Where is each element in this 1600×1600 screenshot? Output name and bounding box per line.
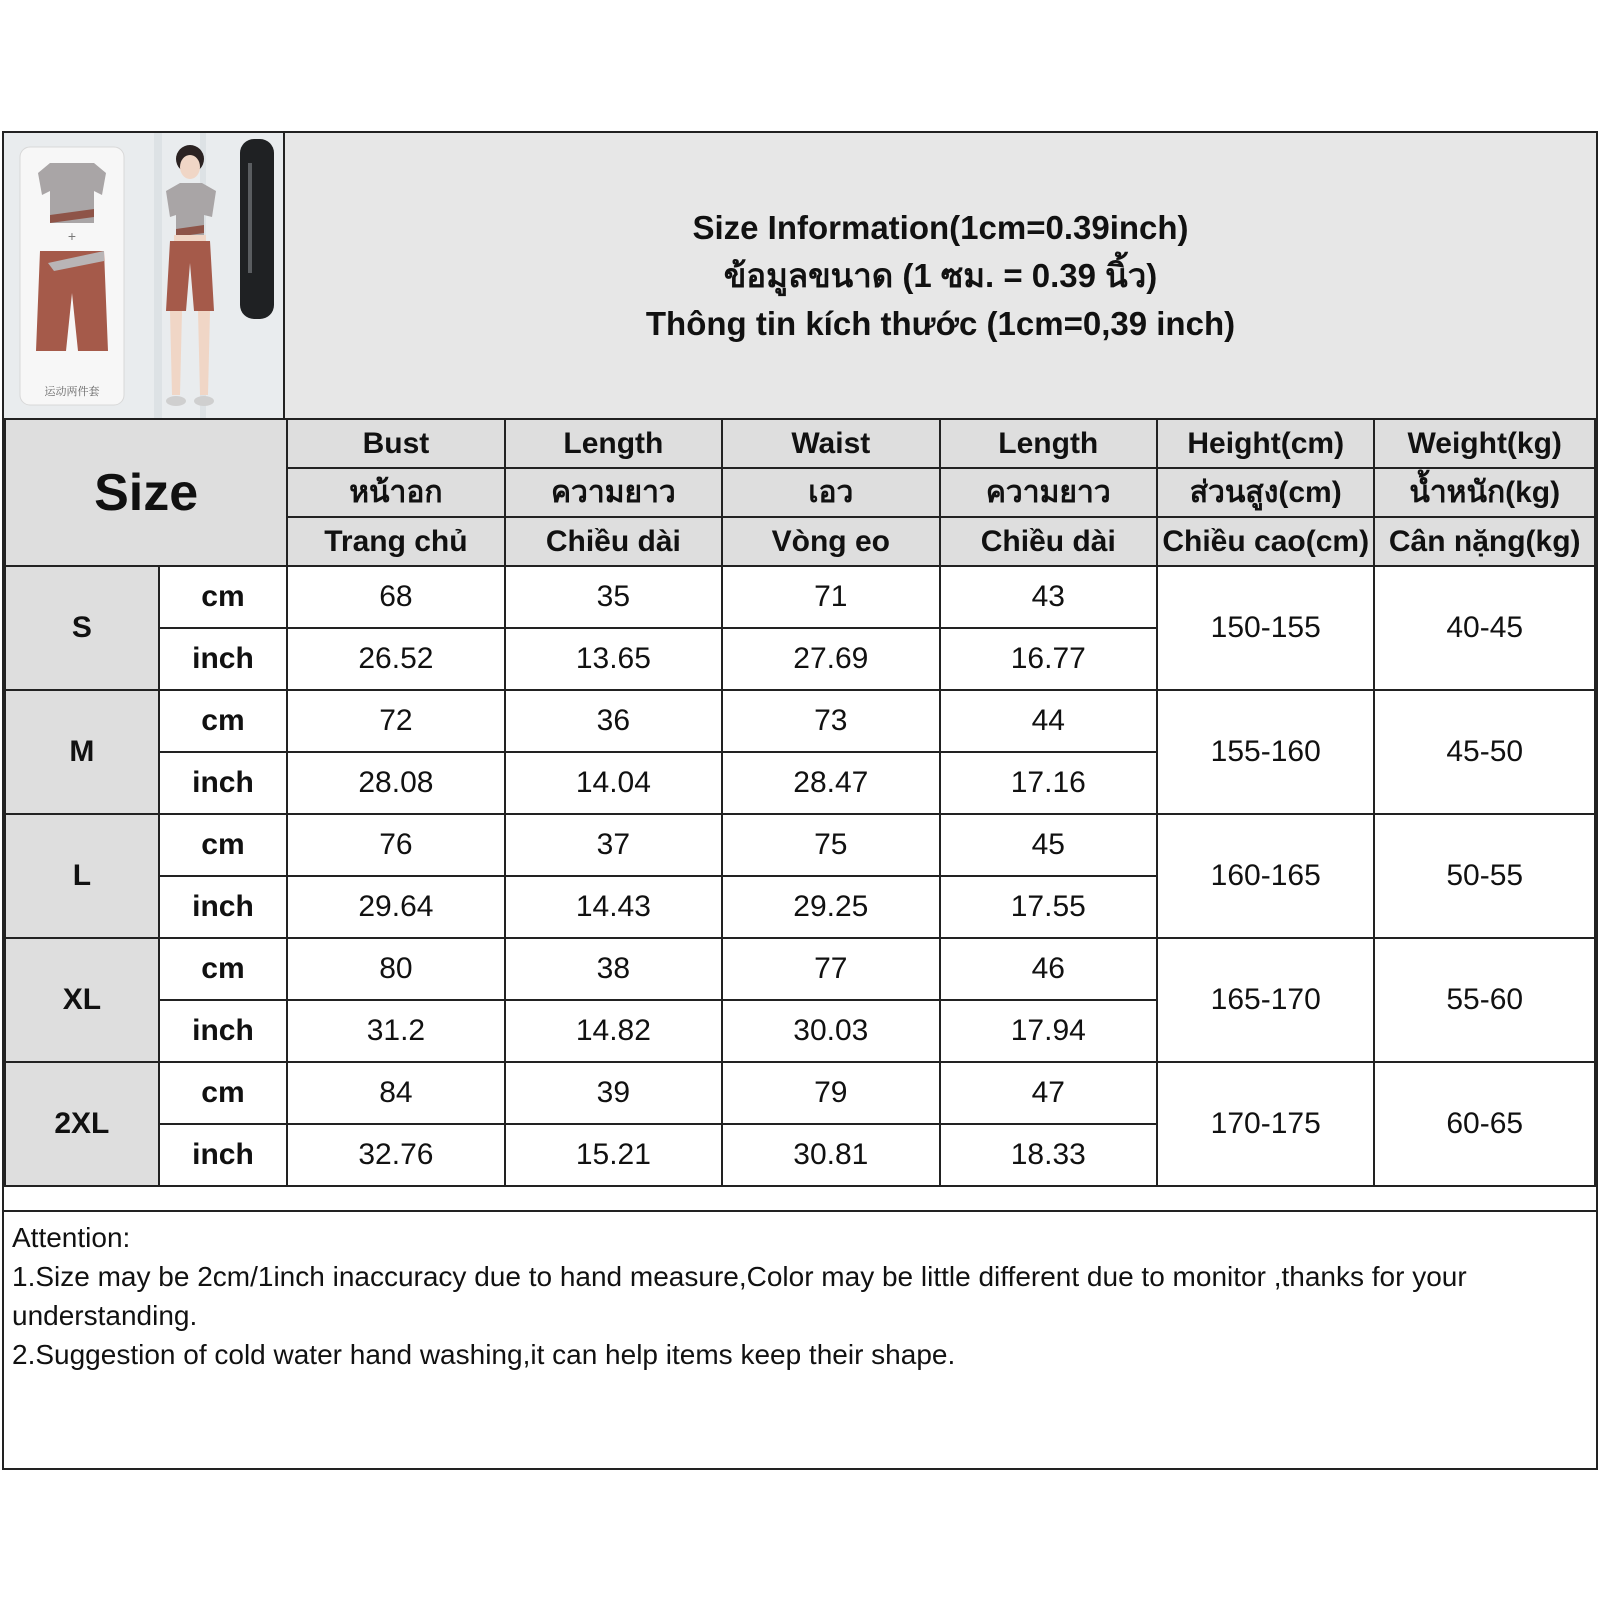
measurement-cell: 72 — [287, 690, 504, 752]
unit-label: inch — [159, 628, 287, 690]
size-information-title — [285, 133, 1596, 418]
column-header-vi: Trang chủ — [287, 517, 504, 566]
unit-label: inch — [159, 876, 287, 938]
measurement-cell: 37 — [505, 814, 722, 876]
size-label: L — [5, 814, 159, 938]
attention-heading: Attention: — [12, 1222, 131, 1253]
measurement-cell: 32.76 — [287, 1124, 504, 1186]
height-range-cell: 150-155 — [1157, 566, 1374, 690]
column-header-vi: Cân nặng(kg) — [1374, 517, 1595, 566]
measurement-cell: 45 — [940, 814, 1157, 876]
measurement-cell: 14.43 — [505, 876, 722, 938]
unit-label: inch — [159, 1124, 287, 1186]
column-header-en: Waist — [722, 419, 939, 468]
measurement-cell: 17.16 — [940, 752, 1157, 814]
measurement-cell: 31.2 — [287, 1000, 504, 1062]
measurement-cell: 26.52 — [287, 628, 504, 690]
table-row — [5, 690, 1595, 752]
measurement-cell: 39 — [505, 1062, 722, 1124]
measurement-cell: 14.82 — [505, 1000, 722, 1062]
measurement-cell: 15.21 — [505, 1124, 722, 1186]
column-header-th: ส่วนสูง(cm) — [1157, 468, 1374, 517]
column-header-th: หน้าอก — [287, 468, 504, 517]
measurement-cell: 30.81 — [722, 1124, 939, 1186]
unit-label: inch — [159, 752, 287, 814]
measurement-cell: 46 — [940, 938, 1157, 1000]
column-header-vi: Chiều dài — [505, 517, 722, 566]
measurement-cell: 43 — [940, 566, 1157, 628]
unit-label: cm — [159, 814, 287, 876]
measurement-cell: 84 — [287, 1062, 504, 1124]
measurement-cell: 79 — [722, 1062, 939, 1124]
size-label: M — [5, 690, 159, 814]
measurement-cell: 47 — [940, 1062, 1157, 1124]
title-thai: ข้อมูลขนาด (1 ซม. = 0.39 นิ้ว) — [723, 256, 1158, 294]
measurement-cell: 16.77 — [940, 628, 1157, 690]
measurement-cell: 28.08 — [287, 752, 504, 814]
measurement-cell: 27.69 — [722, 628, 939, 690]
product-photo — [4, 133, 285, 418]
measurement-cell: 36 — [505, 690, 722, 752]
height-range-cell: 165-170 — [1157, 938, 1374, 1062]
weight-range-cell: 45-50 — [1374, 690, 1595, 814]
column-header-en: Weight(kg) — [1374, 419, 1595, 468]
measurement-cell: 44 — [940, 690, 1157, 752]
size-chart — [2, 131, 1598, 1470]
measurement-cell: 75 — [722, 814, 939, 876]
column-header-th: เอว — [722, 468, 939, 517]
unit-label: inch — [159, 1000, 287, 1062]
measurement-cell: 71 — [722, 566, 939, 628]
product-image — [4, 133, 283, 418]
attention-note-1: 1.Size may be 2cm/1inch inaccuracy due to hand measure,Color may be little different due to monitor ,thanks for your understanding. — [12, 1261, 1467, 1331]
size-label: S — [5, 566, 159, 690]
column-header-vi: Chiều cao(cm) — [1157, 517, 1374, 566]
weight-range-cell: 50-55 — [1374, 814, 1595, 938]
measurement-cell: 18.33 — [940, 1124, 1157, 1186]
unit-label: cm — [159, 1062, 287, 1124]
column-header-th: ความยาว — [505, 468, 722, 517]
unit-label: cm — [159, 938, 287, 1000]
height-range-cell: 170-175 — [1157, 1062, 1374, 1186]
measurement-cell: 35 — [505, 566, 722, 628]
table-row — [5, 814, 1595, 876]
title-english: Size Information(1cm=0.39inch) — [692, 208, 1189, 246]
size-label: 2XL — [5, 1062, 159, 1186]
measurement-cell: 29.64 — [287, 876, 504, 938]
measurement-cell: 76 — [287, 814, 504, 876]
header-row-en — [5, 419, 1595, 468]
photo-caption: 运动两件套 — [44, 386, 100, 398]
table-row — [5, 566, 1595, 628]
weight-range-cell: 55-60 — [1374, 938, 1595, 1062]
measurement-cell: 29.25 — [722, 876, 939, 938]
measurement-cell: 73 — [722, 690, 939, 752]
unit-label: cm — [159, 690, 287, 752]
height-range-cell: 155-160 — [1157, 690, 1374, 814]
column-header-th: น้ำหนัก(kg) — [1374, 468, 1595, 517]
table-row — [5, 938, 1595, 1000]
unit-label: cm — [159, 566, 287, 628]
attention-note-2: 2.Suggestion of cold water hand washing,it can help items keep their shape. — [12, 1339, 956, 1370]
attention-notes — [4, 1210, 1596, 1468]
column-header-en: Height(cm) — [1157, 419, 1374, 468]
measurement-cell: 68 — [287, 566, 504, 628]
svg-text:+: + — [67, 228, 77, 244]
measurement-cell: 77 — [722, 938, 939, 1000]
measurement-cell: 38 — [505, 938, 722, 1000]
measurement-cell: 13.65 — [505, 628, 722, 690]
table-row — [5, 1062, 1595, 1124]
column-header-vi: Chiều dài — [940, 517, 1157, 566]
column-header-vi: Vòng eo — [722, 517, 939, 566]
measurement-cell: 17.94 — [940, 1000, 1157, 1062]
title-vietnamese: Thông tin kích thước (1cm=0,39 inch) — [645, 304, 1236, 342]
size-label: XL — [5, 938, 159, 1062]
height-range-cell: 160-165 — [1157, 814, 1374, 938]
column-header-en: Length — [505, 419, 722, 468]
measurement-cell: 30.03 — [722, 1000, 939, 1062]
column-header-en: Length — [940, 419, 1157, 468]
column-header-th: ความยาว — [940, 468, 1157, 517]
measurement-cell: 28.47 — [722, 752, 939, 814]
measurement-cell: 14.04 — [505, 752, 722, 814]
measurement-cell: 80 — [287, 938, 504, 1000]
weight-range-cell: 60-65 — [1374, 1062, 1595, 1186]
column-header-en: Bust — [287, 419, 504, 468]
size-column-header: Size — [5, 419, 287, 566]
size-chart-header — [4, 133, 1596, 418]
size-table — [4, 418, 1596, 1187]
measurement-cell: 17.55 — [940, 876, 1157, 938]
weight-range-cell: 40-45 — [1374, 566, 1595, 690]
